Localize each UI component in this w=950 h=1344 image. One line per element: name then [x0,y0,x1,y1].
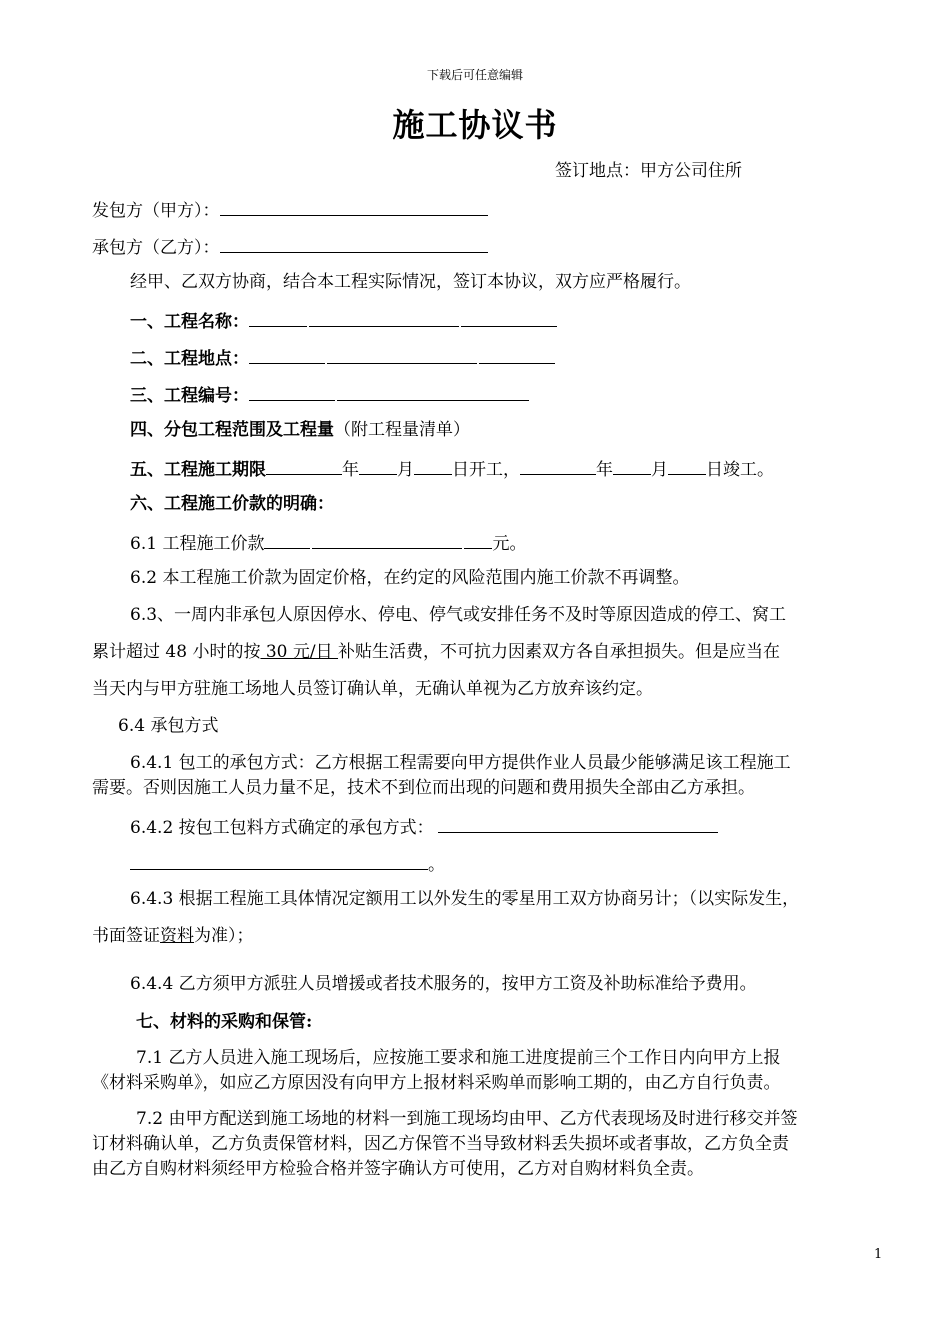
end-month-unit: 月 [651,460,668,480]
end-year-unit: 年 [596,460,613,480]
section-1-label: 一、工程名称： [130,312,249,332]
clause-6-4-2-label: 6.4.2 按包工包料方式确定的承包方式： [130,818,434,838]
blank [130,851,428,870]
clause-6-2: 6.2 本工程施工价款为固定价格，在约定的风险范围内施工价款不再调整。 [130,568,690,588]
clause-6-3-text: 补贴生活费，不可抗力因素双方各自承担损失。但是应当在 [338,642,781,662]
clause-6-3-text: 累计超过 48 小时的按 [92,642,261,662]
section-3-label: 三、工程编号： [130,386,249,406]
section-5-line [130,456,774,481]
party-b-blank [220,234,488,253]
clause-6-4-3-line1: 6.4.3 根据工程施工具体情况定额用工以外发生的零星用工双方协商另计；（以实际发生， [130,889,800,909]
clause-7-2-line1: 7.2 由甲方配送到施工场地的材料一到施工现场均由甲、乙方代表现场及时进行移交并签 [136,1109,798,1129]
party-a-label: 发包方（甲方）： [92,201,220,221]
blank [668,456,706,475]
section-3-line [130,382,529,407]
blank [479,345,555,364]
clause-6-4-3-text: 书面签证 [92,926,160,946]
intro-paragraph: 经甲、乙双方协商，结合本工程实际情况，签订本协议，双方应严格履行。 [130,272,691,292]
clause-6-3-line2 [92,641,780,663]
materials-link[interactable]: 资料 [160,926,194,946]
clause-7-2-line2: 订材料确认单，乙方负责保管材料，因乙方保管不当导致材料丢失损坏或者事故，乙方负全责 [92,1134,789,1154]
start-month-unit: 月 [397,460,414,480]
blank [327,345,477,364]
clause-6-4-4: 6.4.4 乙方须甲方派驻人员增援或者技术服务的，按甲方工资及补助标准给予费用。 [130,974,757,994]
blank [249,382,335,401]
blank [359,456,397,475]
clause-6-4-2-end: 。 [428,855,445,875]
clause-6-3-line3: 当天内与甲方驻施工场地人员签订确认单，无确认单视为乙方放弃该约定。 [92,679,653,699]
clause-6-4-3-line2 [92,925,254,947]
clause-6-1-unit: 元。 [492,534,527,554]
blank [461,308,557,327]
clause-6-4-2 [130,814,718,839]
section-4-label: 四、分包工程范围及工程量 [130,420,334,440]
blank [414,456,452,475]
blank [337,382,529,401]
blank [312,530,462,549]
clause-7-2-line3: 由乙方自购材料须经甲方检验合格并签字确认方可使用，乙方对自购材料负全责。 [92,1159,704,1179]
start-day-text: 日开工， [452,460,520,480]
clause-6-1 [130,530,526,555]
blank [464,530,492,549]
blank [438,814,718,833]
section-6-heading: 六、工程施工价款的明确： [130,494,334,514]
section-7-heading: 七、材料的采购和保管: [136,1012,313,1032]
blank [266,456,342,475]
clause-7-1-line1: 7.1 乙方人员进入施工现场后，应按施工要求和施工进度提前三个工作日内向甲方上报 [136,1048,781,1068]
blank [264,530,310,549]
section-4-line [130,419,470,441]
party-b-label: 承包方（乙方）： [92,238,220,258]
blank [249,308,307,327]
blank [520,456,596,475]
allowance-rate: 30 元/日 [260,642,339,662]
clause-6-4-heading: 6.4 承包方式 [118,716,219,736]
clause-6-1-label: 6.1 工程施工价款 [130,534,265,554]
document-title: 施工协议书 [392,106,558,144]
clause-6-4-2-continued [130,851,445,876]
start-year-unit: 年 [342,460,359,480]
party-b-line [92,234,488,259]
party-a-line [92,197,488,222]
clause-7-1-line2: 《材料采购单》，如应乙方原因没有向甲方上报材料采购单而影响工期的，由乙方自行负责。 [92,1073,781,1093]
section-1-line [130,308,557,333]
blank [613,456,651,475]
section-2-line [130,345,555,370]
clause-6-3-line1: 6.3、一周内非承包人原因停水、停电、停气或安排任务不及时等原因造成的停工、窝工 [130,605,787,625]
blank [249,345,325,364]
end-day-text: 日竣工。 [706,460,774,480]
section-5-label: 五、工程施工期限 [130,460,266,480]
header-note: 下载后可任意编辑 [426,68,523,82]
party-a-blank [220,197,488,216]
signing-place: 签订地点：甲方公司住所 [555,161,742,181]
clause-6-4-1-line1: 6.4.1 包工的承包方式：乙方根据工程需要向甲方提供作业人员最少能够满足该工程施工 [130,753,791,773]
section-4-note: （附工程量清单） [334,420,470,440]
page-number: 1 [874,1247,883,1262]
clause-6-4-1-line2: 需要。否则因施工人员力量不足，技术不到位而出现的问题和费用损失全部由乙方承担。 [92,778,755,798]
blank [309,308,459,327]
section-2-label: 二、工程地点： [130,349,249,369]
clause-6-4-3-text: 为准）； [194,926,254,946]
